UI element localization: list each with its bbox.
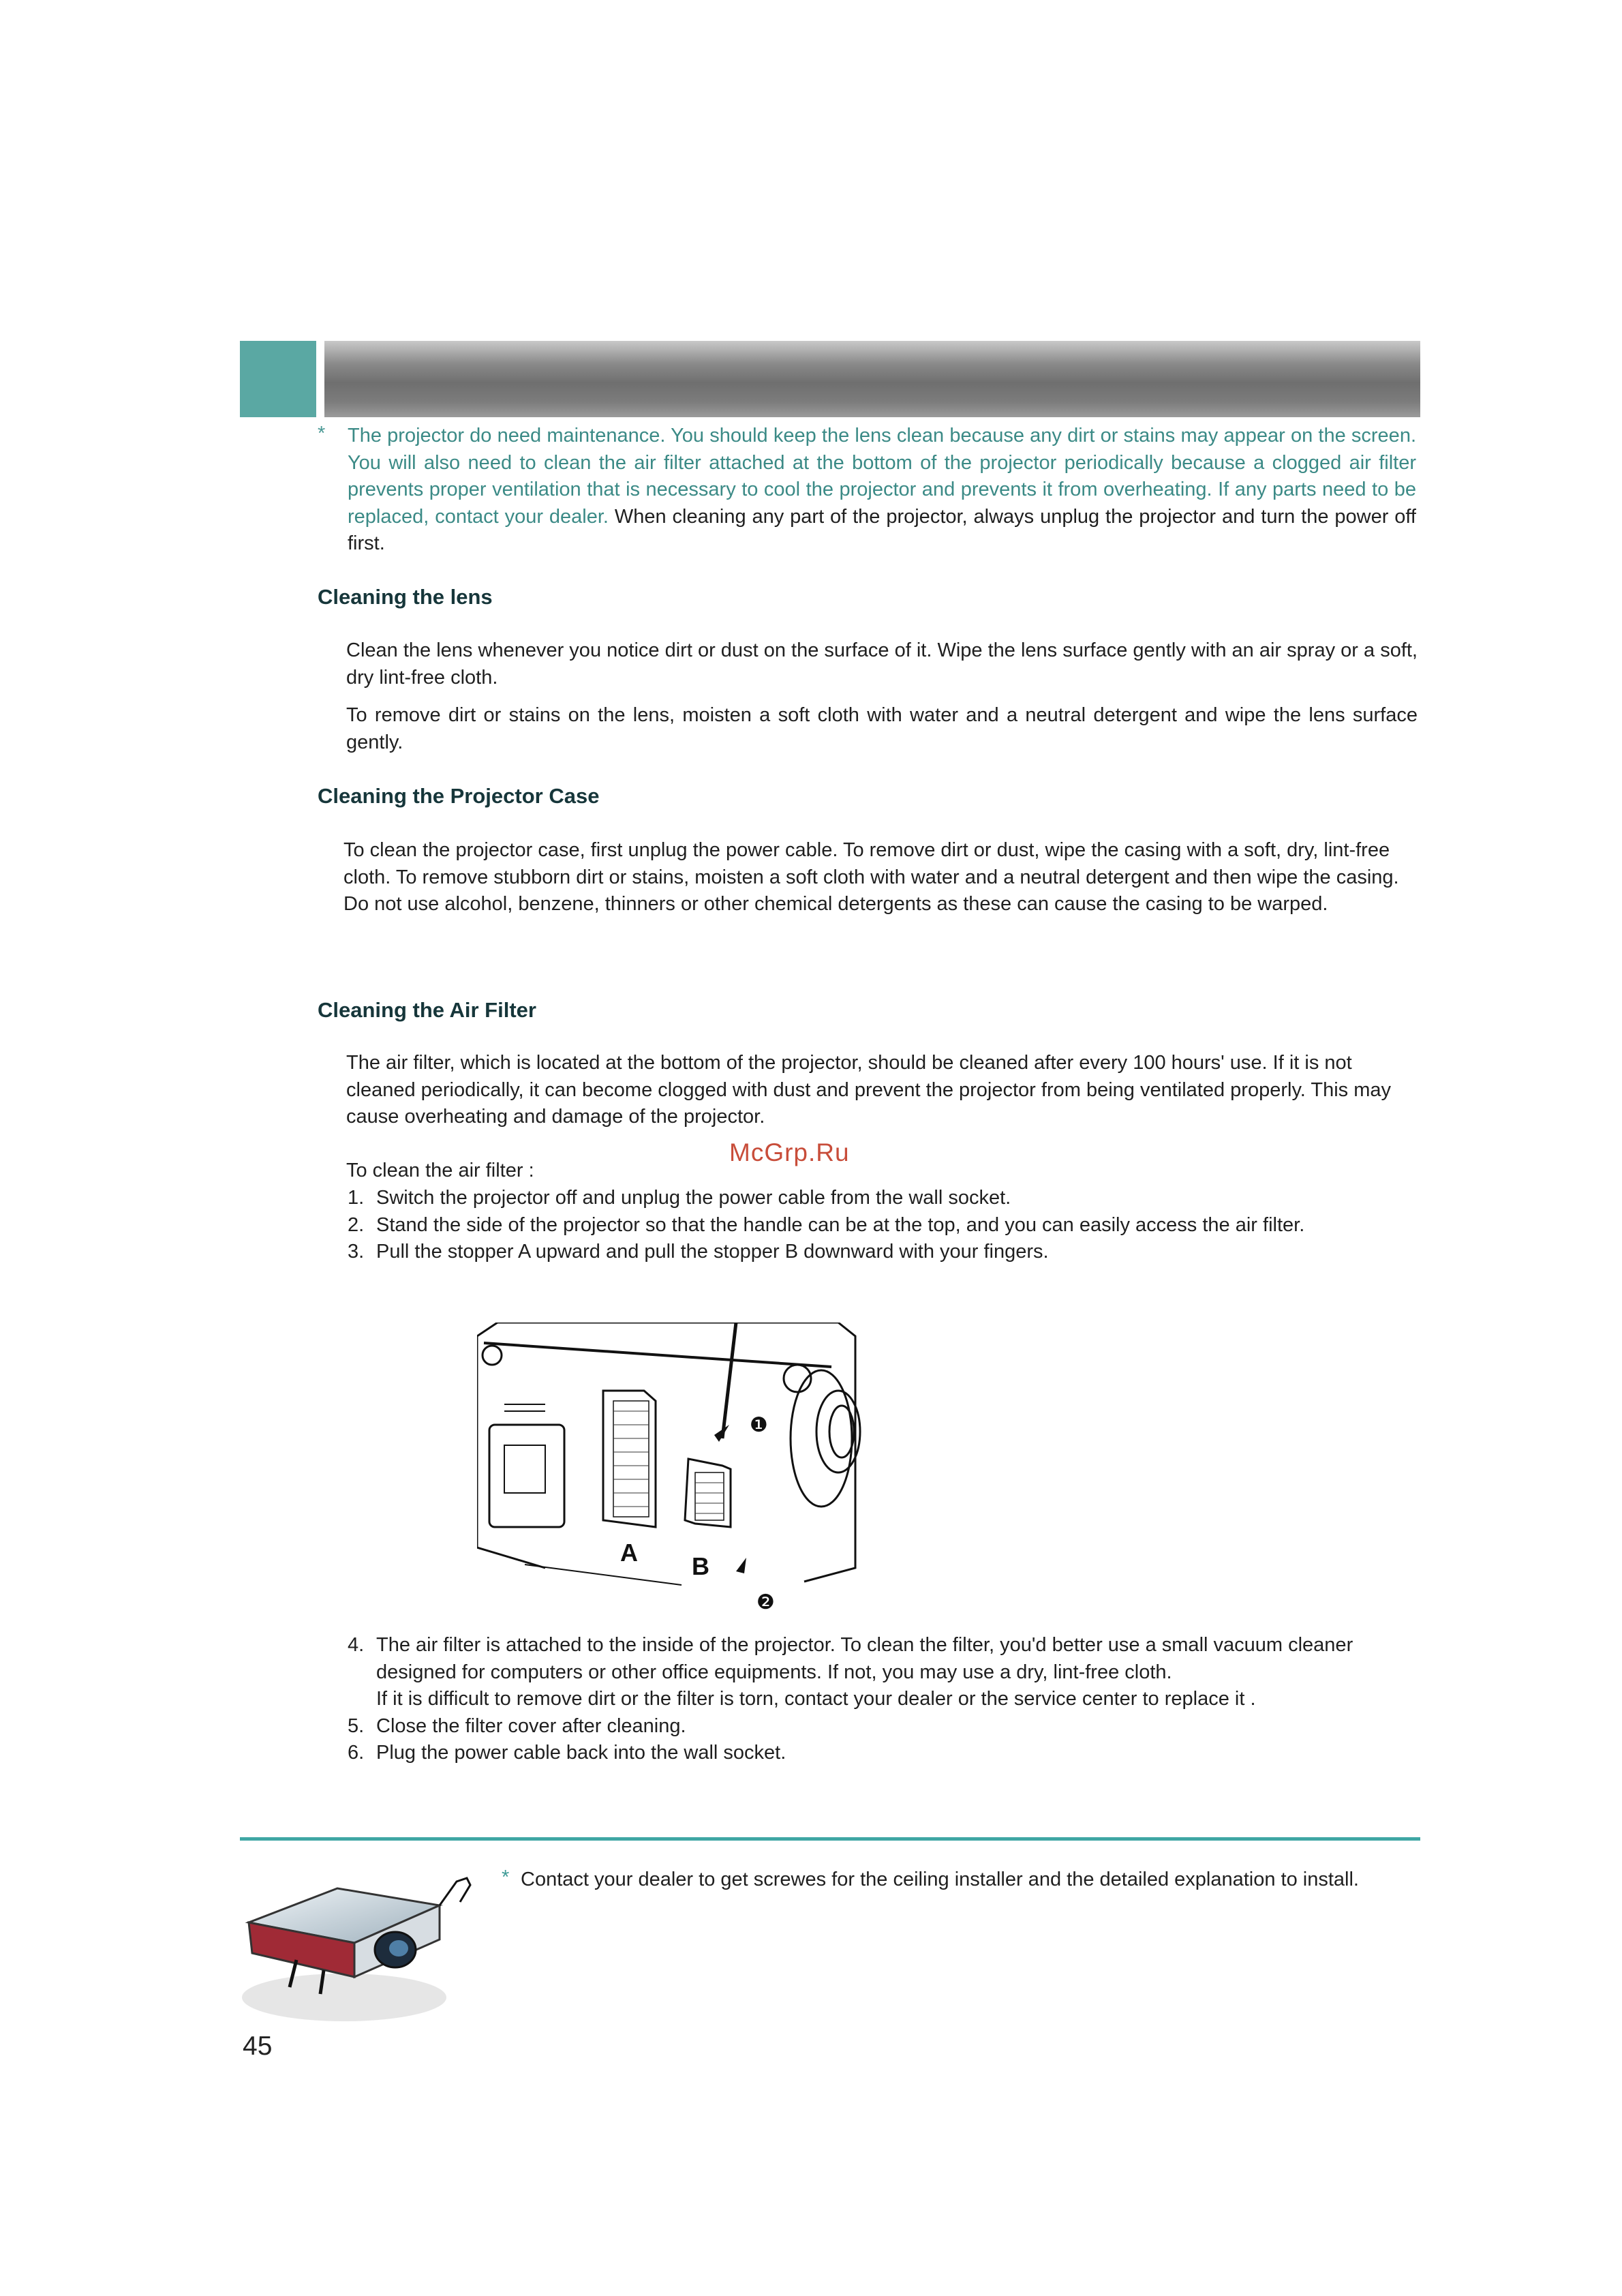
marker-1: ❶ (750, 1413, 768, 1437)
filter-section-body (346, 1050, 1403, 1131)
marker-2: ❷ (756, 1590, 775, 1614)
lens-paragraph-2: To remove dirt or stains on the lens, moisten a soft cloth with water and a neutral detergent and wipe the lens surface gently. (346, 704, 1418, 753)
note-paragraph (521, 1867, 1416, 1894)
intro-bullet-star: * (318, 423, 326, 444)
filter-steps-intro: To clean the air filter : (346, 1160, 534, 1181)
list-item (348, 1632, 1418, 1686)
list-item (348, 1185, 1418, 1212)
list-item (348, 1686, 1418, 1713)
label-b: B (692, 1552, 709, 1580)
air-filter-illustration (477, 1323, 872, 1622)
header-gradient-bar (324, 341, 1420, 417)
step-number (348, 1686, 376, 1713)
intro-rest-text: When cleaning any part of the projector, always unplug the projector and turn the power off first. (348, 505, 1416, 554)
projector-mascot-icon (235, 1841, 487, 2031)
header-accent-block (240, 341, 316, 417)
projector-left-edge (477, 1336, 545, 1568)
intro-paragraph (348, 423, 1416, 558)
filter-steps-list-b (348, 1632, 1418, 1767)
note-text: Contact your dealer to get screwes for the ceiling installer and the detailed explanation to install. (521, 1869, 1359, 1890)
lens-glass (829, 1406, 854, 1457)
step-text: Plug the power cable back into the wall socket. (376, 1742, 786, 1764)
heading-cleaning-lens: Cleaning the lens (318, 585, 493, 609)
intro-teal-text: The projector do need maintenance. You should keep the lens clean because any dirt or stains may appear on the screen. You will also need to clean the air filter attached at the bottom of the projector periodically because a clogged air filter prevents proper ventilation that is necessary to cool the projector and prevents it from overheating. If any parts need to be replaced, contact your dealer. (348, 425, 1416, 528)
lens-section-body (346, 637, 1418, 756)
step-text: Close the filter cover after cleaning. (376, 1715, 686, 1737)
projector-body-outline (477, 1323, 855, 1582)
vent-grille (504, 1445, 545, 1493)
list-item (348, 1740, 1418, 1767)
case-paragraph-2: Do not use alcohol, benzene, thinners or other chemical detergents as these can cause the casing to be warped. (343, 893, 1328, 915)
step-text: Switch the projector off and unplug the power cable from the wall socket. (376, 1187, 1011, 1209)
step-text: Pull the stopper A upward and pull the stopper B downward with your fingers. (376, 1241, 1049, 1263)
case-section-body (343, 837, 1403, 918)
step-text: Stand the side of the projector so that the handle can be at the top, and you can easily access the air filter. (376, 1213, 1305, 1236)
list-item (348, 1239, 1418, 1266)
step-number: 6. (348, 1742, 365, 1764)
filter-steps-list-a (348, 1185, 1418, 1266)
list-item (348, 1713, 1418, 1740)
vent-panel (489, 1425, 564, 1527)
corner-bolt (483, 1346, 502, 1365)
step-number: 5. (348, 1715, 365, 1737)
filter-steps-intro-wrap (346, 1158, 1403, 1185)
filter-cover-mesh (613, 1401, 649, 1517)
step-number: 3. (348, 1241, 365, 1263)
watermark-text: McGrp.Ru (729, 1138, 850, 1166)
page-number: 45 (243, 2031, 273, 2061)
note-bullet-star: * (502, 1867, 510, 1888)
heading-cleaning-case: Cleaning the Projector Case (318, 784, 600, 808)
lens-paragraph-1: Clean the lens whenever you notice dirt or dust on the surface of it. Wipe the lens surface gently with an air spray or a soft, dry lint-free cloth. (346, 639, 1418, 689)
filter-paragraph-1: The air filter, which is located at the bottom of the projector, should be cleaned after every 100 hours' use. If it is not cleaned periodically, it can become clogged with dust and prevent the projector from being ventilated properly. This may cause overheating and damage of the projector. (346, 1052, 1392, 1128)
step-number: 2. (348, 1213, 365, 1236)
arrow-down-icon (736, 1558, 746, 1573)
list-item (348, 1212, 1418, 1239)
step-number: 1. (348, 1187, 365, 1209)
step-number: 4. (348, 1634, 365, 1656)
label-a: A (620, 1539, 638, 1567)
heading-cleaning-air-filter: Cleaning the Air Filter (318, 998, 536, 1022)
step-text: If it is difficult to remove dirt or the filter is torn, contact your dealer or the service center to replace it . (376, 1688, 1256, 1710)
case-paragraph-1: To clean the projector case, first unplug the power cable. To remove dirt or dust, wipe the casing with a soft, dry, lint-free cloth. To remove stubborn dirt or stains, moisten a soft cloth with water and a neutral detergent and then wipe the casing. (343, 839, 1399, 888)
step-text: The air filter is attached to the inside of the projector. To clean the filter, you'd better use a small vacuum cleaner designed for computers or other office equipments. If not, you may use a dry, lint-free cloth. (376, 1634, 1353, 1683)
projector-handle (484, 1343, 831, 1367)
